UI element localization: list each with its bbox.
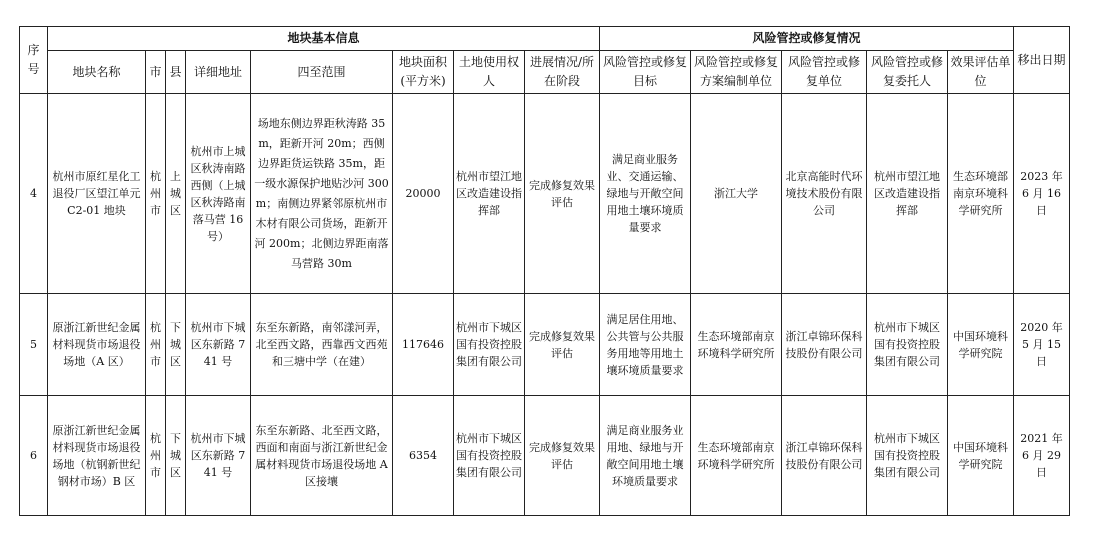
- header-plan-unit: 风险管控或修复方案编制单位: [691, 51, 782, 94]
- cell-boundary: 场地东侧边界距秋涛路 35m，距新开河 20m；西侧边界距货运铁路 35m，距一级水源保护地贴沙河 300m；南侧边界紧邻原杭州市木材有限公司货场，距新开河 200m；北侧边界距南落马营路 30m: [251, 94, 393, 294]
- cell-progress: 完成修复效果评估: [525, 94, 600, 294]
- cell-city: 杭州市: [146, 94, 166, 294]
- cell-address: 杭州市上城区秋涛南路西侧（上城区秋涛路南落马营 16 号）: [186, 94, 251, 294]
- header-area: 地块面积(平方米): [393, 51, 454, 94]
- cell-removal-date: 2021 年 6 月 29 日: [1014, 396, 1070, 516]
- cell-assessor: 中国环境科学研究院: [948, 294, 1014, 396]
- cell-assessor: 生态环境部南京环境科学研究所: [948, 94, 1014, 294]
- cell-boundary: 东至东新路、北至西文路，西面和南面与浙江新世纪金属材料现货市场退役场地 A 区接壤: [251, 396, 393, 516]
- cell-land-owner: 杭州市下城区国有投资控股集团有限公司: [454, 294, 525, 396]
- cell-plan-unit: 生态环境部南京环境科学研究所: [691, 396, 782, 516]
- cell-site-name: 原浙江新世纪金属材料现货市场退役场地（A 区）: [48, 294, 146, 396]
- cell-address: 杭州市下城区东新路 741 号: [186, 294, 251, 396]
- cell-target: 满足居住用地、公共管与公共服务用地等用地土壤环境质量要求: [600, 294, 691, 396]
- header-land-owner: 土地使用权人: [454, 51, 525, 94]
- cell-progress: 完成修复效果评估: [525, 396, 600, 516]
- cell-address: 杭州市下城区东新路 741 号: [186, 396, 251, 516]
- cell-plan-unit: 浙江大学: [691, 94, 782, 294]
- header-county: 县: [166, 51, 186, 94]
- cell-client: 杭州市望江地区改造建设指挥部: [867, 94, 948, 294]
- cell-land-owner: 杭州市下城区国有投资控股集团有限公司: [454, 396, 525, 516]
- header-boundary: 四至范围: [251, 51, 393, 94]
- header-site-name: 地块名称: [48, 51, 146, 94]
- cell-area: 6354: [393, 396, 454, 516]
- cell-county: 下城区: [166, 396, 186, 516]
- cell-plan-unit: 生态环境部南京环境科学研究所: [691, 294, 782, 396]
- cell-progress: 完成修复效果评估: [525, 294, 600, 396]
- cell-area: 117646: [393, 294, 454, 396]
- cell-removal-date: 2020 年 5 月 15 日: [1014, 294, 1070, 396]
- cell-boundary: 东至东新路，南邻漾河弄，北至西文路，西靠西文西苑和三塘中学（在建）: [251, 294, 393, 396]
- header-seq: 序号: [20, 27, 48, 94]
- cell-county: 下城区: [166, 294, 186, 396]
- header-client: 风险管控或修复委托人: [867, 51, 948, 94]
- cell-city: 杭州市: [146, 396, 166, 516]
- header-target: 风险管控或修复目标: [600, 51, 691, 94]
- table-row: [20, 294, 1070, 396]
- header-progress: 进展情况/所在阶段: [525, 51, 600, 94]
- header-assessor: 效果评估单位: [948, 51, 1014, 94]
- header-group-basic-info: 地块基本信息: [48, 27, 600, 51]
- header-remediation-unit: 风险管控或修复单位: [782, 51, 867, 94]
- cell-city: 杭州市: [146, 294, 166, 396]
- cell-county: 上城区: [166, 94, 186, 294]
- cell-assessor: 中国环境科学研究院: [948, 396, 1014, 516]
- cell-area: 20000: [393, 94, 454, 294]
- header-city: 市: [146, 51, 166, 94]
- cell-seq: 5: [20, 294, 48, 396]
- cell-site-name: 原浙江新世纪金属材料现货市场退役场地（杭钢新世纪钢材市场）B 区: [48, 396, 146, 516]
- cell-remediation-unit: 浙江卓锦环保科技股份有限公司: [782, 294, 867, 396]
- site-removal-table: [19, 26, 1070, 516]
- table-row: [20, 94, 1070, 294]
- cell-client: 杭州市下城区国有投资控股集团有限公司: [867, 396, 948, 516]
- cell-remediation-unit: 北京高能时代环境技术股份有限公司: [782, 94, 867, 294]
- cell-seq: 4: [20, 94, 48, 294]
- cell-site-name: 杭州市原红星化工退役厂区望江单元 C2-01 地块: [48, 94, 146, 294]
- cell-target: 满足商业服务业、交通运输、绿地与开敞空间用地土壤环境质量要求: [600, 94, 691, 294]
- header-removal-date: 移出日期: [1014, 27, 1070, 94]
- cell-removal-date: 2023 年 6 月 16 日: [1014, 94, 1070, 294]
- cell-target: 满足商业服务业用地、绿地与开敞空间用地土壤环境质量要求: [600, 396, 691, 516]
- cell-remediation-unit: 浙江卓锦环保科技股份有限公司: [782, 396, 867, 516]
- cell-seq: 6: [20, 396, 48, 516]
- table-row: [20, 396, 1070, 516]
- header-address: 详细地址: [186, 51, 251, 94]
- header-group-risk-control: 风险管控或修复情况: [600, 27, 1014, 51]
- cell-client: 杭州市下城区国有投资控股集团有限公司: [867, 294, 948, 396]
- cell-land-owner: 杭州市望江地区改造建设指挥部: [454, 94, 525, 294]
